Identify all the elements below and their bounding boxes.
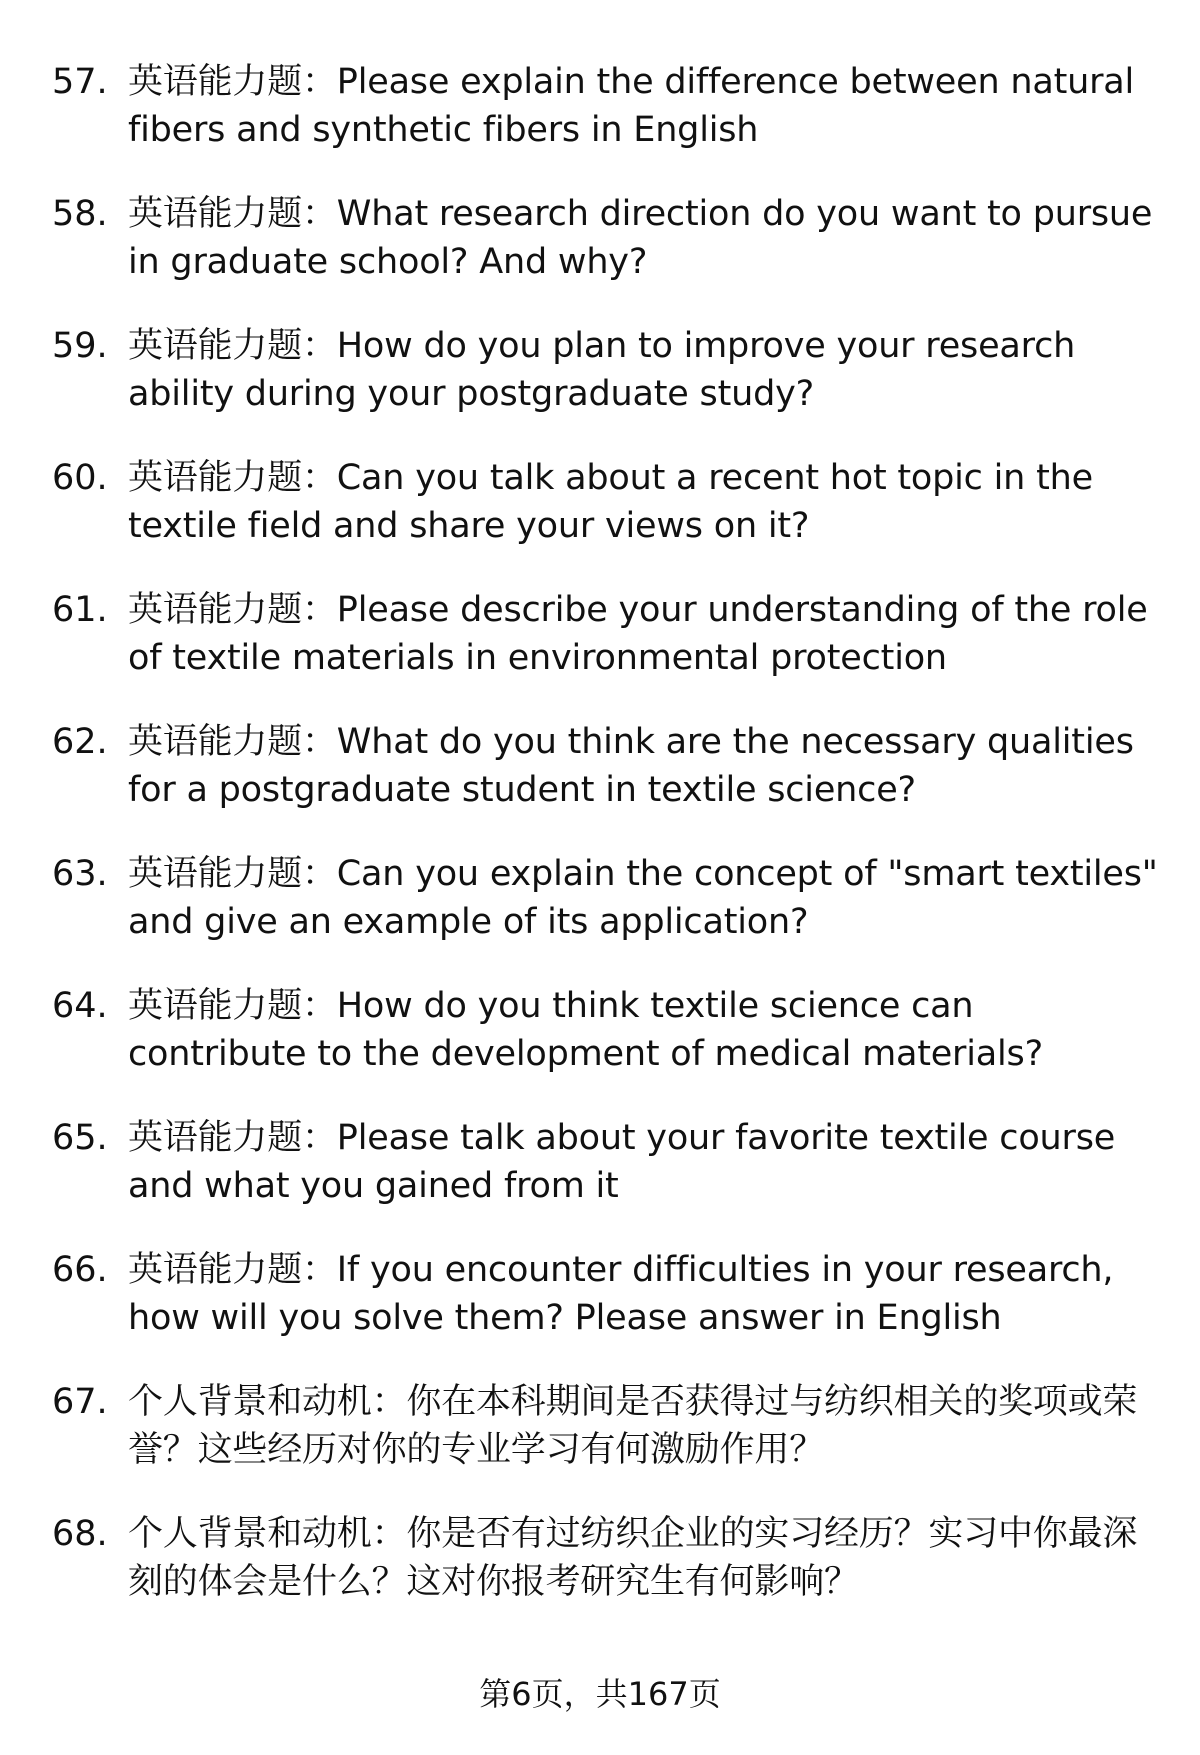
question-number: 63.	[52, 854, 108, 894]
question-number: 57.	[52, 62, 108, 102]
question-text: 英语能力题：What research direction do you want to pursue in graduate school? And why?	[128, 194, 1153, 282]
page-number-label: 第6页，共167页	[479, 1675, 721, 1713]
question-text: 英语能力题：Please describe your understanding of the role of textile materials in environmental protection	[128, 590, 1148, 678]
question-text: 英语能力题：How do you think textile science can contribute to the development of medical materials?	[128, 986, 1043, 1074]
question-text: 英语能力题：Please explain the difference between natural fibers and synthetic fibers in English	[128, 62, 1135, 150]
question-item	[52, 1114, 1162, 1246]
question-number: 66.	[52, 1250, 108, 1290]
question-number: 60.	[52, 458, 108, 498]
question-item	[52, 190, 1162, 322]
question-list	[52, 58, 1162, 1642]
question-number: 59.	[52, 326, 108, 366]
question-item	[52, 850, 1162, 982]
question-number: 67.	[52, 1382, 108, 1422]
question-item	[52, 58, 1162, 190]
question-item	[52, 586, 1162, 718]
question-text: 英语能力题：If you encounter difficulties in your research, how will you solve them? Please answer in English	[128, 1250, 1114, 1338]
question-item	[52, 1378, 1162, 1510]
question-number: 65.	[52, 1118, 108, 1158]
question-text: 个人背景和动机：你是否有过纺织企业的实习经历？实习中你最深刻的体会是什么？这对你报考研究生有何影响？	[128, 1514, 1138, 1602]
question-number: 58.	[52, 194, 108, 234]
question-number: 68.	[52, 1514, 108, 1554]
page-footer	[0, 1672, 1200, 1716]
question-item	[52, 1510, 1162, 1642]
question-number: 62.	[52, 722, 108, 762]
question-text: 个人背景和动机：你在本科期间是否获得过与纺织相关的奖项或荣誉？这些经历对你的专业学习有何激励作用？	[128, 1382, 1138, 1470]
question-item	[52, 982, 1162, 1114]
question-item	[52, 322, 1162, 454]
question-number: 61.	[52, 590, 108, 630]
question-text: 英语能力题：Can you talk about a recent hot topic in the textile field and share your views on it?	[128, 458, 1093, 546]
question-item	[52, 718, 1162, 850]
question-text: 英语能力题：Can you explain the concept of "smart textiles" and give an example of its application?	[128, 854, 1158, 942]
question-text: 英语能力题：Please talk about your favorite textile course and what you gained from it	[128, 1118, 1116, 1206]
question-item	[52, 454, 1162, 586]
question-item	[52, 1246, 1162, 1378]
question-number: 64.	[52, 986, 108, 1026]
question-text: 英语能力题：How do you plan to improve your research ability during your postgraduate study?	[128, 326, 1076, 414]
question-text: 英语能力题：What do you think are the necessary qualities for a postgraduate student in textile science?	[128, 722, 1134, 810]
